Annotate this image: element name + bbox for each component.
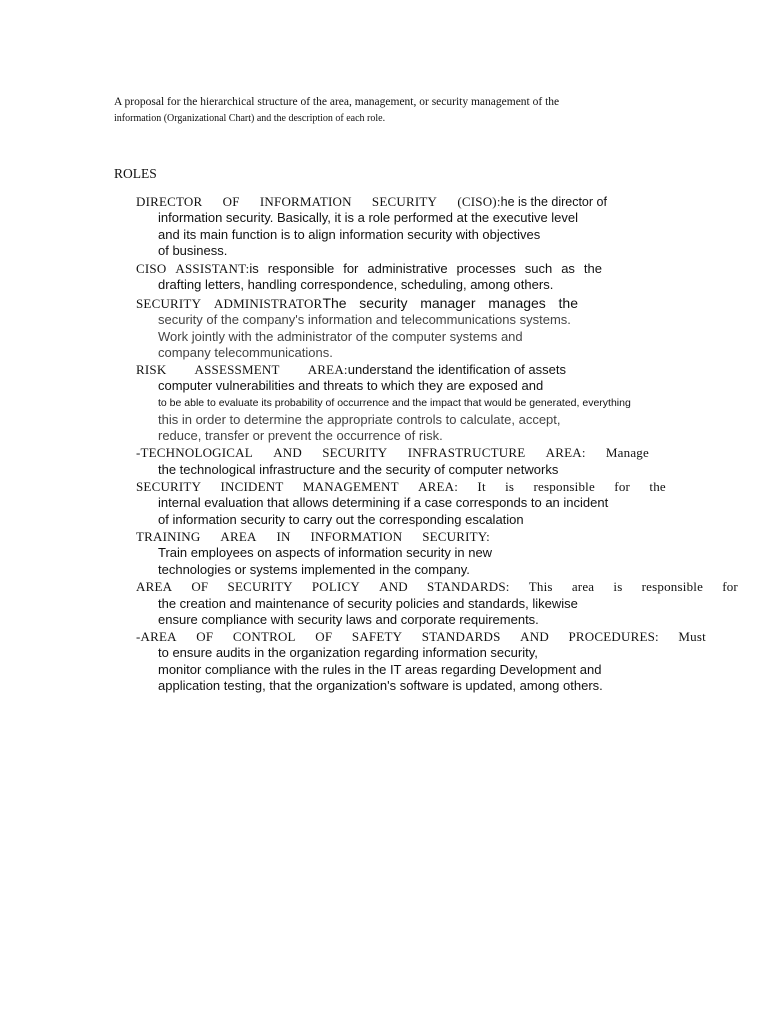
- role-infrastructure-header: -TECHNOLOGICAL AND SECURITY INFRASTRUCTURE AREA: Manage: [136, 445, 649, 460]
- role-director-line: information security. Basically, it is a role performed at the executive level: [158, 210, 579, 225]
- role-assistant-header: CISO ASSISTANT:is responsible for administrative processes such as the: [136, 261, 602, 276]
- role-training-line: technologies or systems implemented in the company.: [158, 562, 470, 577]
- role-risk-header: RISK ASSESSMENT AREA:understand the identification of assets: [136, 362, 566, 377]
- role-policy-line: the creation and maintenance of security policies and standards, likewise: [158, 596, 578, 611]
- role-director-line: of business.: [158, 243, 228, 258]
- role-administrator-line: security of the company's information and telecommunications systems.: [158, 312, 571, 327]
- role-control-header: -AREA OF CONTROL OF SAFETY STANDARDS AND PROCEDURES: Must: [136, 629, 706, 644]
- role-control-line: monitor compliance with the rules in the IT areas regarding Development and: [158, 662, 602, 677]
- role-risk-line: computer vulnerabilities and threats to which they are exposed and: [158, 378, 544, 393]
- role-control-line: application testing, that the organization's software is updated, among others.: [158, 678, 603, 693]
- role-administrator-line: company telecommunications.: [158, 345, 333, 360]
- role-risk-line: to be able to evaluate its probability of occurrence and the impact that would be generated, everything: [158, 397, 631, 409]
- role-control-line: to ensure audits in the organization regarding information security,: [158, 645, 538, 660]
- role-director-header: DIRECTOR OF INFORMATION SECURITY (CISO):he is the director of: [136, 194, 607, 209]
- role-training-header: TRAINING AREA IN INFORMATION SECURITY:: [136, 529, 490, 544]
- role-infrastructure-line: the technological infrastructure and the security of computer networks: [158, 462, 559, 477]
- role-risk-line: this in order to determine the appropriate controls to calculate, accept,: [158, 412, 561, 427]
- role-administrator-line: Work jointly with the administrator of the computer systems and: [158, 329, 523, 344]
- intro-line-1: A proposal for the hierarchical structure of the area, management, or security management of the: [114, 96, 560, 108]
- role-assistant-line: drafting letters, handling correspondence, scheduling, among others.: [158, 277, 554, 292]
- role-policy-header: AREA OF SECURITY POLICY AND STANDARDS: This area is responsible for: [136, 579, 738, 594]
- role-director-line: and its main function is to align information security with objectives: [158, 227, 541, 242]
- role-incident-line: internal evaluation that allows determining if a case corresponds to an incident: [158, 495, 609, 510]
- role-policy-line: ensure compliance with security laws and corporate requirements.: [158, 612, 539, 627]
- role-incident-line: of information security to carry out the corresponding escalation: [158, 512, 524, 527]
- intro-line-2: information (Organizational Chart) and the description of each role.: [114, 113, 386, 124]
- role-training-line: Train employees on aspects of information security in new: [158, 545, 493, 560]
- role-risk-line: reduce, transfer or prevent the occurrence of risk.: [158, 428, 443, 443]
- roles-heading: ROLES: [114, 166, 157, 181]
- role-incident-header: SECURITY INCIDENT MANAGEMENT AREA: It is responsible for the: [136, 479, 666, 494]
- role-administrator-header: SECURITY ADMINISTRATORThe security manager manages the: [136, 295, 578, 311]
